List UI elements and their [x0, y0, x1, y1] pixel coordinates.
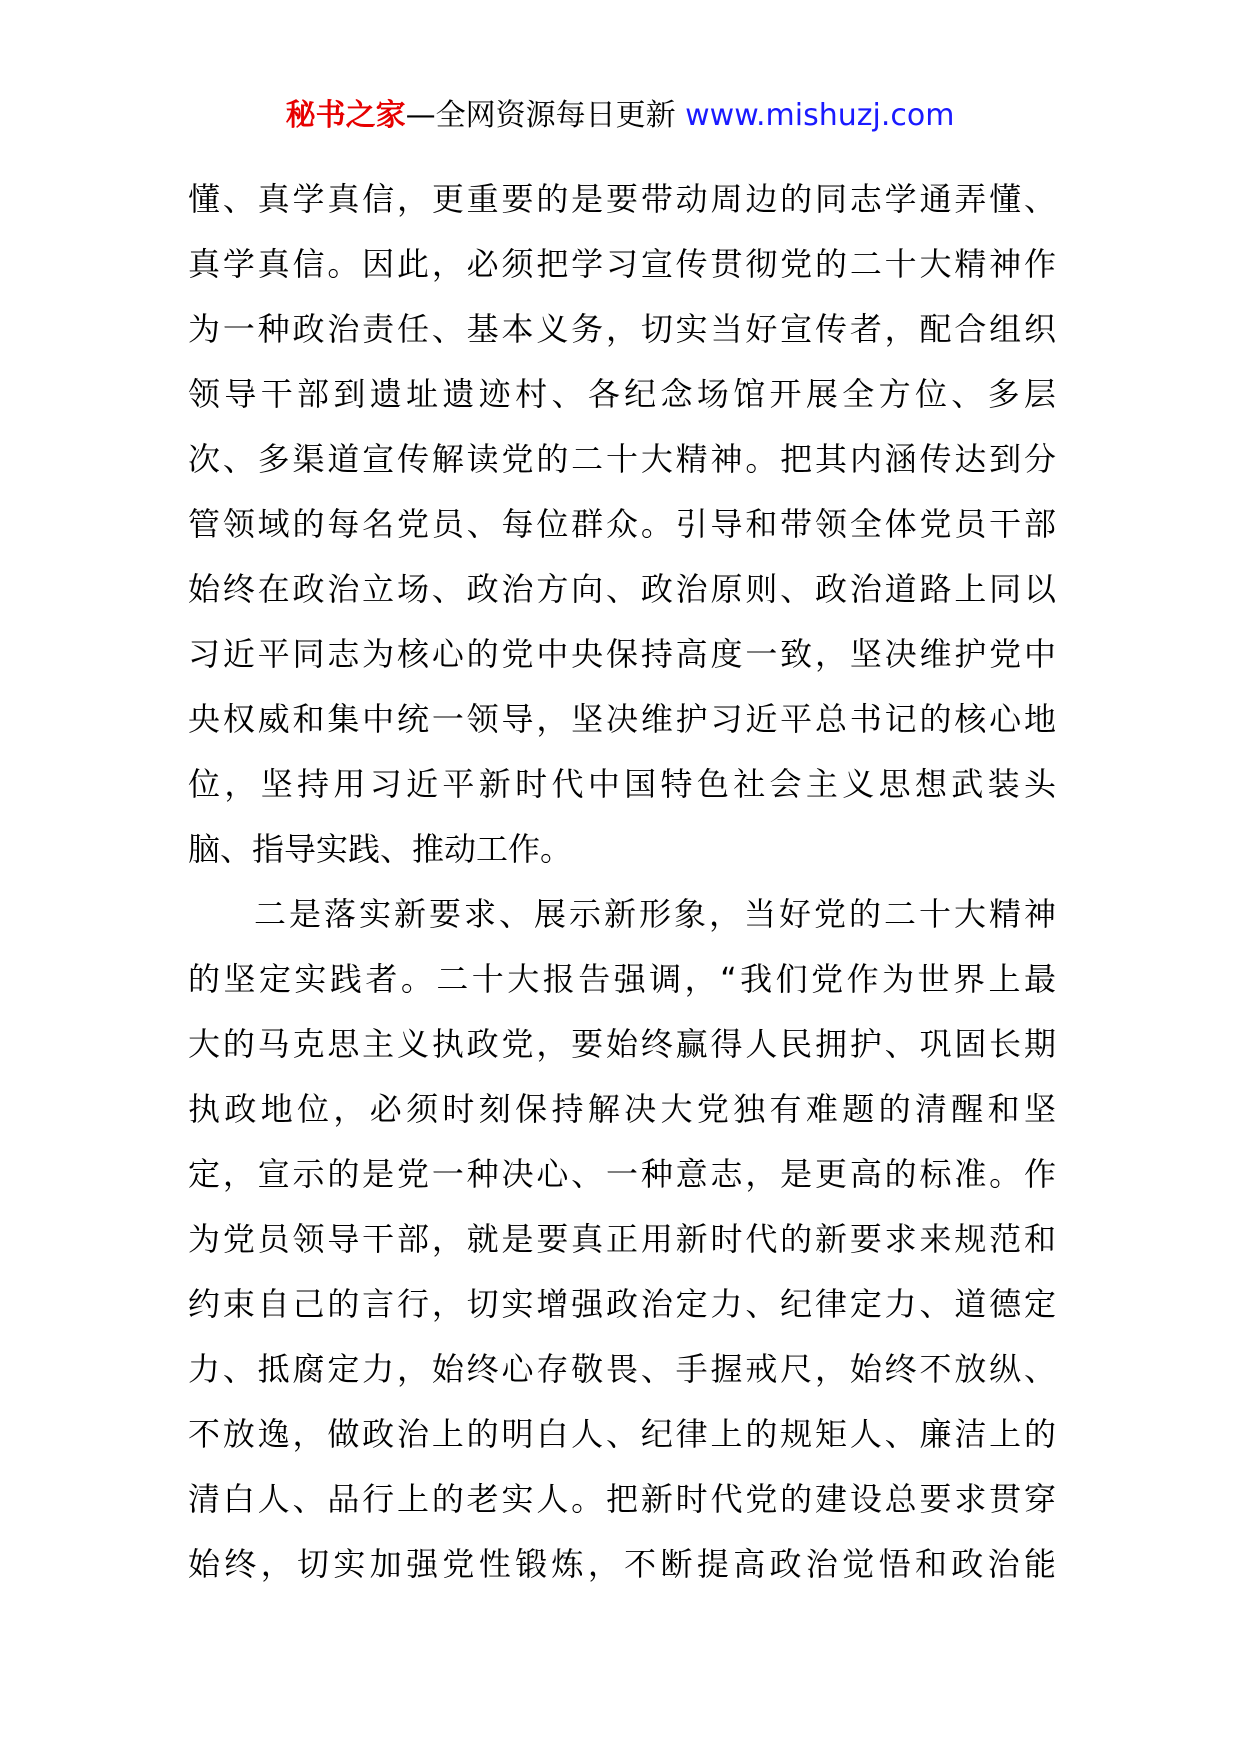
text-line: 执政地位，必须时刻保持解决大党独有难题的清醒和坚	[188, 1090, 1056, 1128]
text-line: 管领域的每名党员、每位群众。引导和带领全体党员干部	[188, 505, 1056, 543]
text-line: 真学真信。因此，必须把学习宣传贯彻党的二十大精神作	[188, 245, 1056, 283]
text-line: 的坚定实践者。二十大报告强调，“我们党作为世界上最	[188, 960, 1056, 998]
text-line: 不放逸，做政治上的明白人、纪律上的规矩人、廉洁上的	[188, 1415, 1056, 1453]
text-line: 大的马克思主义执政党，要始终赢得人民拥护、巩固长期	[188, 1025, 1056, 1063]
text-line: 约束自己的言行，切实增强政治定力、纪律定力、道德定	[188, 1285, 1056, 1323]
document-body	[188, 167, 1056, 1597]
text-line: 力、抵腐定力，始终心存敬畏、手握戒尺，始终不放纵、	[188, 1350, 1056, 1388]
text-line: 定，宣示的是党一种决心、一种意志，是更高的标准。作	[188, 1155, 1056, 1193]
text-line: 习近平同志为核心的党中央保持高度一致，坚决维护党中	[188, 635, 1056, 673]
text-line: 脑、指导实践、推动工作。	[188, 830, 573, 868]
paragraph-start-line: 二是落实新要求、展示新形象，当好党的二十大精神	[254, 895, 1056, 933]
text-line: 央权威和集中统一领导，坚决维护习近平总书记的核心地	[188, 700, 1056, 738]
site-slogan: —全网资源每日更新	[405, 98, 686, 133]
text-line: 次、多渠道宣传解读党的二十大精神。把其内涵传达到分	[188, 440, 1056, 478]
text-line: 清白人、品行上的老实人。把新时代党的建设总要求贯穿	[188, 1480, 1056, 1518]
text-line: 领导干部到遗址遗迹村、各纪念场馆开展全方位、多层	[188, 375, 1056, 413]
text-line: 始终，切实加强党性锻炼，不断提高政治觉悟和政治能	[188, 1545, 1056, 1583]
text-line: 为党员领导干部，就是要真正用新时代的新要求来规范和	[188, 1220, 1056, 1258]
site-brand: 秘书之家	[285, 98, 406, 133]
text-line: 为一种政治责任、基本义务，切实当好宣传者，配合组织	[188, 310, 1056, 348]
text-line: 始终在政治立场、政治方向、政治原则、政治道路上同以	[188, 570, 1056, 608]
text-line: 位，坚持用习近平新时代中国特色社会主义思想武装头	[188, 765, 1056, 803]
site-url-link[interactable]: www.mishuzj.com	[685, 98, 955, 133]
text-line: 懂、真学真信，更重要的是要带动周边的同志学通弄懂、	[188, 180, 1056, 218]
page-header	[0, 96, 1240, 136]
